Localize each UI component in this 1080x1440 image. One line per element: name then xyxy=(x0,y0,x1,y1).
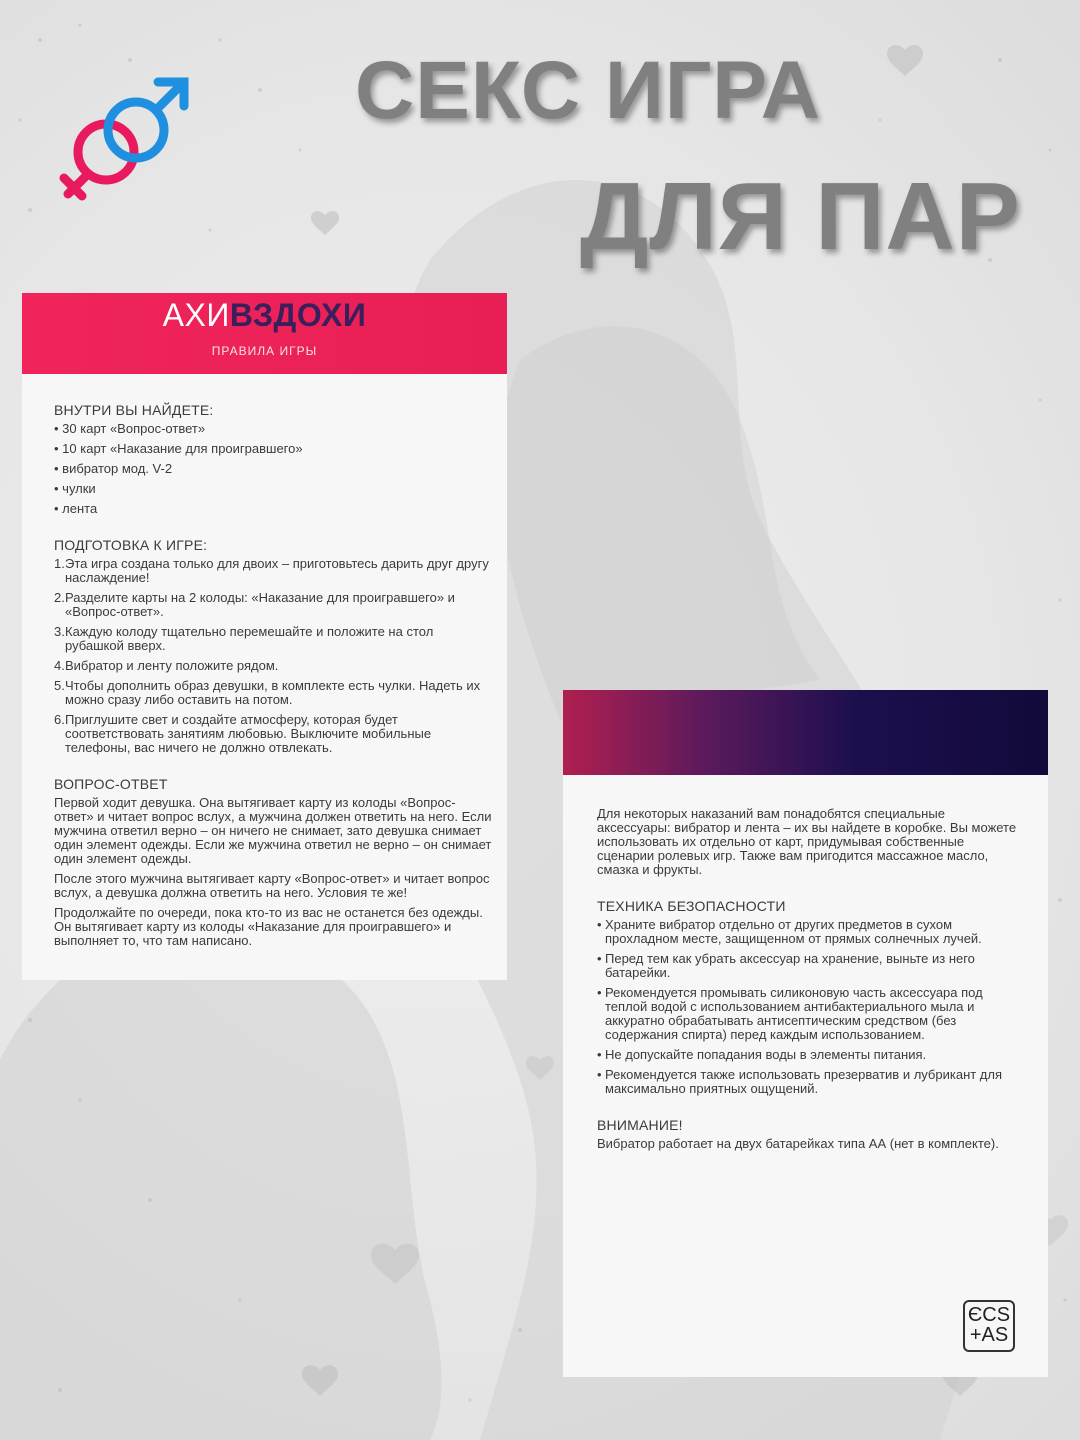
qa-paragraph: Первой ходит девушка. Она вытягивает карту из колоды «Вопрос-ответ» и читает вопрос вслух, а мужчина должен ответить на него. Если мужчина ответил верно – он ничего не снимает, зато девушка снимает один элемент одежды. Если же мужчина ответил не верно – он снимает один элемент одежды. xyxy=(54,795,492,866)
item-text: Чтобы дополнить образ девушки, в комплекте есть чулки. Надеть их можно сразу либо оставить на потом. xyxy=(65,678,481,707)
intro-section xyxy=(597,807,1017,877)
numbered-item xyxy=(54,557,494,585)
list-item: • вибратор мод. V-2 xyxy=(54,461,173,476)
attention-text: Вибратор работает на двух батарейках типа АА (нет в комплекте). xyxy=(597,1136,999,1151)
item-number: 6. xyxy=(54,712,65,727)
inside-section xyxy=(54,403,494,516)
item-number: 3. xyxy=(54,624,65,639)
list-item: • лента xyxy=(54,501,98,516)
list-item: • Рекомендуется также использовать презерватив и лубрикант для максимально приятных ощущений. xyxy=(597,1068,1017,1096)
attention-heading: ВНИМАНИЕ! xyxy=(597,1117,683,1133)
inside-heading: ВНУТРИ ВЫ НАЙДЕТЕ: xyxy=(54,402,214,418)
item-text: Разделите карты на 2 колоды: «Наказание для проигравшего» и «Вопрос-ответ». xyxy=(65,590,455,619)
list-item: • Храните вибратор отдельно от других предметов в сухом прохладном месте, защищенном от прямых солнечных лучей. xyxy=(597,918,1017,946)
logo-line-1: ЄCS xyxy=(967,1304,1011,1326)
numbered-item xyxy=(54,659,494,673)
list-item-text: Рекомендуется также использовать презерватив и лубрикант для максимально приятных ощущений. xyxy=(605,1067,1003,1096)
list-item: • Рекомендуется промывать силиконовую часть аксессуара под теплой водой с использованием антибактериального мыла и аккуратно обрабатывать антисептическим средством (без содержания спирта) перед каждым использованием. xyxy=(597,986,1017,1042)
rules-card-right xyxy=(563,690,1048,1377)
headline-line-2: ДЛЯ ПАР xyxy=(580,163,1021,270)
brand-logo-text xyxy=(22,297,507,334)
rules-card-left xyxy=(22,293,507,980)
qa-section xyxy=(54,777,494,948)
item-number: 4. xyxy=(54,658,65,673)
brand-part-1: АХИ xyxy=(162,297,230,333)
item-text: Вибратор и ленту положите рядом. xyxy=(65,658,279,673)
brand-part-2: ВЗДОХИ xyxy=(229,297,367,333)
item-text: Каждую колоду тщательно перемешайте и положите на стол рубашкой вверх. xyxy=(65,624,434,653)
prep-section xyxy=(54,538,494,755)
ecstas-logo-icon xyxy=(963,1300,1015,1352)
gradient-banner xyxy=(563,690,1048,775)
list-item-text: 10 карт «Наказание для проигравшего» xyxy=(62,441,303,456)
item-text: Эта игра создана только для двоих – приготовьтесь дарить друг другу наслаждение! xyxy=(65,556,489,585)
rules-subtitle: ПРАВИЛА ИГРЫ xyxy=(211,344,318,358)
list-item-text: Перед тем как убрать аксессуар на хранение, выньте из него батарейки. xyxy=(605,951,975,980)
list-item: • 30 карт «Вопрос-ответ» xyxy=(54,421,206,436)
list-item: • чулки xyxy=(54,481,96,496)
list-item-text: Рекомендуется промывать силиконовую часть аксессуара под теплой водой с использованием антибактериального мыла и аккуратно обрабатывать антисептическим средством (без содержания спирта) перед каждым использованием. xyxy=(605,985,983,1042)
list-item-text: 30 карт «Вопрос-ответ» xyxy=(62,421,206,436)
item-text: Приглушите свет и создайте атмосферу, которая будет соответствовать занятиям любовью. Выключите мобильные телефоны, вас ничего не должно отвлекать. xyxy=(65,712,432,755)
list-item: • 10 карт «Наказание для проигравшего» xyxy=(54,441,303,456)
rules-content xyxy=(54,403,494,970)
attention-section xyxy=(597,1118,1017,1151)
list-item-text: чулки xyxy=(62,481,96,496)
safety-heading: ТЕХНИКА БЕЗОПАСНОСТИ xyxy=(597,898,786,914)
numbered-item xyxy=(54,591,494,619)
list-item: • Не допускайте попадания воды в элементы питания. xyxy=(597,1047,927,1062)
safety-section xyxy=(597,899,1017,1096)
list-item: • Перед тем как убрать аксессуар на хранение, выньте из него батарейки. xyxy=(597,952,1017,980)
headline-line-1: СЕКС ИГРА xyxy=(355,45,822,136)
item-number: 1. xyxy=(54,556,65,571)
numbered-item xyxy=(54,679,494,707)
numbered-item xyxy=(54,625,494,653)
safety-content xyxy=(597,807,1017,1173)
qa-heading: ВОПРОС-ОТВЕТ xyxy=(54,776,168,792)
list-item-text: Храните вибратор отдельно от других предметов в сухом прохладном месте, защищенном от прямых солнечных лучей. xyxy=(605,917,982,946)
list-item-text: Не допускайте попадания воды в элементы питания. xyxy=(605,1047,927,1062)
list-item-text: лента xyxy=(62,501,98,516)
item-number: 5. xyxy=(54,678,65,693)
item-number: 2. xyxy=(54,590,65,605)
intro-paragraph: Для некоторых наказаний вам понадобятся специальные аксессуары: вибратор и лента – их вы найдете в коробке. Вы можете использовать их отдельно от карт, придумывая собственные сценарии ролевых игр. Также вам пригодится массажное масло, смазка и фрукты. xyxy=(597,806,1017,877)
numbered-item xyxy=(54,713,494,755)
qa-paragraph: Продолжайте по очереди, пока кто-то из вас не останется без одежды. Он вытягивает карту из колоды «Наказание для проигравшего» и выполняет то, что там написано. xyxy=(54,905,483,948)
list-item-text: вибратор мод. V-2 xyxy=(62,461,173,476)
qa-paragraph: После этого мужчина вытягивает карту «Вопрос-ответ» и читает вопрос вслух, а девушка должна ответить на него. Условия те же! xyxy=(54,871,490,900)
prep-heading: ПОДГОТОВКА К ИГРЕ: xyxy=(54,537,208,553)
brand-banner xyxy=(22,293,507,374)
male-female-symbol-icon xyxy=(58,74,194,210)
logo-line-2: +AS xyxy=(969,1324,1009,1346)
